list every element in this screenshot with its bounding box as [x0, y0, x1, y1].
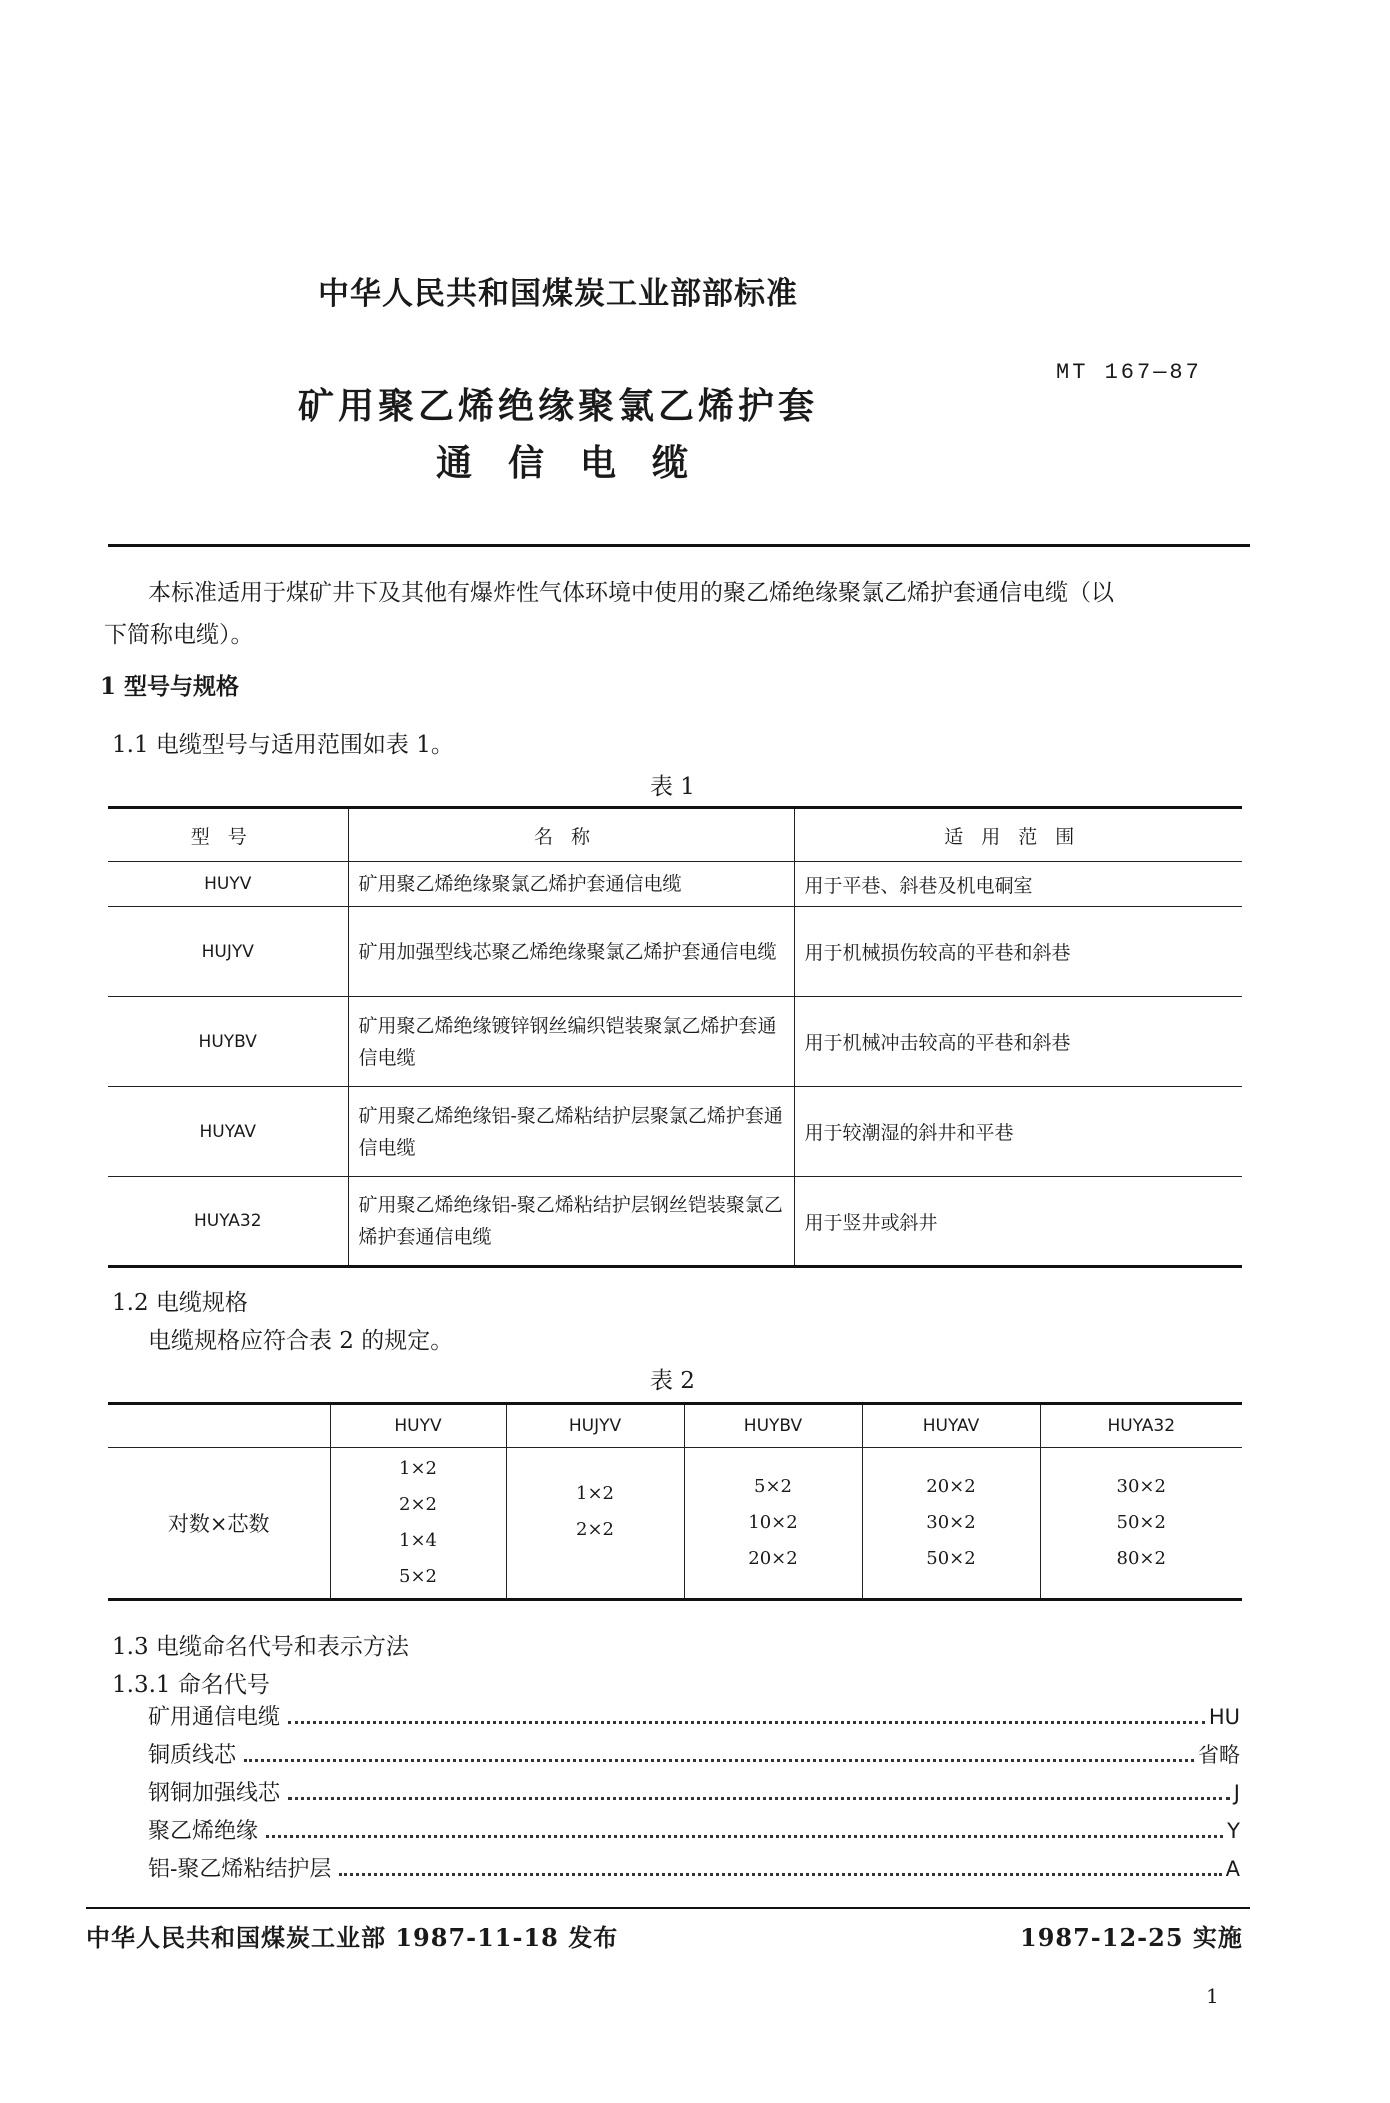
intro-paragraph — [104, 572, 1248, 656]
title-divider — [108, 544, 1250, 547]
spec-value: 20×2 — [748, 1548, 798, 1569]
use-cell: 用于机械损伤较高的平巷和斜巷 — [794, 907, 1242, 997]
table-2-header-huya32: HUYA32 — [1040, 1404, 1242, 1448]
list-item — [148, 1776, 1240, 1814]
footer-divider — [86, 1907, 1250, 1909]
table-row — [108, 1087, 1242, 1177]
list-item — [148, 1700, 1240, 1738]
spec-cell-huybv — [684, 1448, 862, 1600]
code-value: Y — [1227, 1819, 1240, 1843]
spec-value: 50×2 — [926, 1548, 976, 1569]
spec-value: 1×4 — [399, 1530, 437, 1551]
spec-cell-huyv — [330, 1448, 506, 1600]
use-cell: 用于竖井或斜井 — [794, 1177, 1242, 1267]
section-1-heading: 1 型号与规格 — [100, 673, 240, 700]
model-cell: HUYAV — [108, 1087, 348, 1177]
leader-dots — [339, 1873, 1221, 1876]
document-title-line1: 矿用聚乙烯绝缘聚氯乙烯护套 — [298, 385, 819, 427]
table-2-header-huyv: HUYV — [330, 1404, 506, 1448]
document-title-line2: 通信电缆 — [436, 442, 725, 484]
use-cell: 用于较潮湿的斜井和平巷 — [794, 1087, 1242, 1177]
code-value: A — [1225, 1857, 1240, 1881]
section-1-2-text: 电缆规格应符合表 2 的规定。 — [148, 1328, 454, 1354]
spec-value: 5×2 — [754, 1476, 792, 1497]
table-row — [108, 997, 1242, 1087]
use-cell: 用于平巷、斜巷及机电硐室 — [794, 862, 1242, 907]
model-cell: HUYBV — [108, 997, 348, 1087]
spec-value: 10×2 — [748, 1512, 798, 1533]
intro-line-1: 本标准适用于煤矿井下及其他有爆炸性气体环境中使用的聚乙烯绝缘聚氯乙烯护套通信电缆（以 — [148, 580, 1114, 606]
name-cell: 矿用聚乙烯绝缘铝-聚乙烯粘结护层钢丝铠装聚氯乙烯护套通信电缆 — [348, 1177, 794, 1267]
table-row — [108, 1177, 1242, 1267]
leader-dots — [288, 1721, 1205, 1724]
table-1 — [108, 806, 1242, 1268]
table-row — [108, 907, 1242, 997]
table-2-header-huyav: HUYAV — [862, 1404, 1040, 1448]
spec-value: 2×2 — [399, 1494, 437, 1515]
model-cell: HUYV — [108, 862, 348, 907]
code-label: 铜质线芯 — [148, 1743, 237, 1768]
table-2-header-huybv: HUYBV — [684, 1404, 862, 1448]
model-cell: HUYA32 — [108, 1177, 348, 1267]
spec-value: 30×2 — [1116, 1476, 1166, 1497]
spec-cell-huyav — [862, 1448, 1040, 1600]
table-1-header-model: 型号 — [108, 808, 348, 862]
table-2-header-hujyv: HUJYV — [506, 1404, 684, 1448]
intro-line-2: 下简称电缆）。 — [104, 622, 254, 648]
code-label: 矿用通信电缆 — [148, 1705, 281, 1730]
table-1-header-use: 适用范围 — [794, 808, 1242, 862]
section-1-1-text: 1.1 电缆型号与适用范围如表 1。 — [112, 732, 454, 758]
leader-dots — [244, 1759, 1194, 1762]
use-cell: 用于机械冲击较高的平巷和斜巷 — [794, 997, 1242, 1087]
model-cell: HUJYV — [108, 907, 348, 997]
spec-value: 50×2 — [1116, 1512, 1166, 1533]
spec-value: 2×2 — [576, 1519, 614, 1540]
table-2-caption: 表 2 — [650, 1368, 695, 1394]
leader-dots — [288, 1797, 1230, 1800]
list-item — [148, 1738, 1240, 1776]
page-number: 1 — [1206, 1984, 1219, 2008]
table-2-header-row — [108, 1404, 1242, 1448]
code-label: 钢铜加强线芯 — [148, 1781, 281, 1806]
table-1-header-name: 名称 — [348, 808, 794, 862]
spec-value: 80×2 — [1116, 1548, 1166, 1569]
section-1-3-1-heading: 1.3.1 命名代号 — [112, 1672, 270, 1698]
spec-value: 1×2 — [576, 1483, 614, 1504]
issue-statement: 中华人民共和国煤炭工业部 1987-11-18 发布 — [86, 1923, 619, 1952]
spec-value: 1×2 — [399, 1458, 437, 1479]
spec-cell-hujyv — [506, 1448, 684, 1600]
spec-value: 20×2 — [926, 1476, 976, 1497]
code-label: 聚乙烯绝缘 — [148, 1819, 259, 1844]
code-value: HU — [1208, 1705, 1240, 1729]
table-1-caption: 表 1 — [650, 774, 695, 800]
table-2 — [108, 1402, 1242, 1601]
list-item — [148, 1814, 1240, 1852]
code-label: 铝-聚乙烯粘结护层 — [148, 1857, 332, 1882]
table-row — [108, 1448, 1242, 1600]
row-label: 对数×芯数 — [108, 1448, 330, 1600]
list-item — [148, 1852, 1240, 1890]
effective-date: 1987-12-25 实施 — [1020, 1923, 1243, 1952]
naming-code-list — [148, 1700, 1240, 1890]
leader-dots — [266, 1835, 1223, 1838]
name-cell: 矿用聚乙烯绝缘镀锌钢丝编织铠装聚氯乙烯护套通信电缆 — [348, 997, 794, 1087]
code-value: J — [1233, 1781, 1240, 1805]
spec-value: 30×2 — [926, 1512, 976, 1533]
issuing-organization: 中华人民共和国煤炭工业部部标准 — [318, 276, 798, 312]
table-2-header-blank — [108, 1404, 330, 1448]
name-cell: 矿用加强型线芯聚乙烯绝缘聚氯乙烯护套通信电缆 — [348, 907, 794, 997]
section-1-2-heading: 1.2 电缆规格 — [112, 1290, 248, 1316]
spec-value: 5×2 — [399, 1566, 437, 1587]
code-value: 省略 — [1198, 1743, 1240, 1767]
name-cell: 矿用聚乙烯绝缘聚氯乙烯护套通信电缆 — [348, 862, 794, 907]
table-1-header-row — [108, 808, 1242, 862]
table-row — [108, 862, 1242, 907]
standard-code: MT 167—87 — [1056, 360, 1202, 385]
spec-cell-huya32 — [1040, 1448, 1242, 1600]
name-cell: 矿用聚乙烯绝缘铝-聚乙烯粘结护层聚氯乙烯护套通信电缆 — [348, 1087, 794, 1177]
section-1-3-heading: 1.3 电缆命名代号和表示方法 — [112, 1634, 409, 1660]
